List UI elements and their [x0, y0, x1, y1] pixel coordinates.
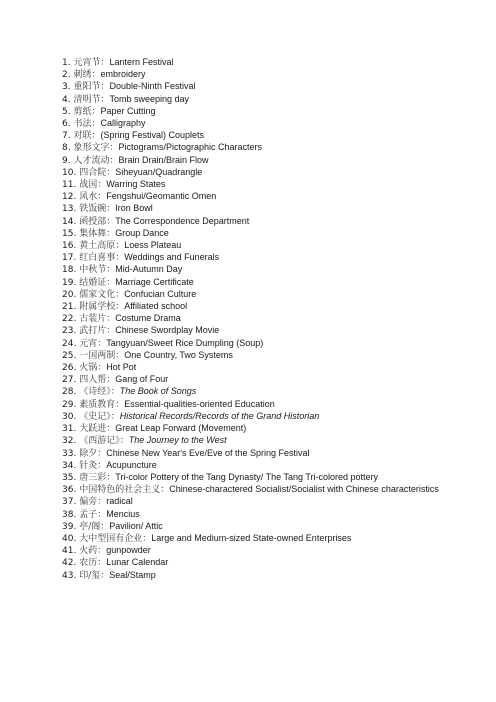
entry-number: 41.: [62, 546, 77, 557]
entry-number: 24.: [62, 338, 77, 349]
entry-english-term: The Book of Songs: [119, 386, 197, 397]
entry-chinese-term: 铁饭碗：: [79, 204, 116, 215]
list-item: [62, 252, 490, 264]
entry-chinese-term: 武打片：: [79, 326, 116, 337]
entry-english-term: Warring States: [106, 179, 166, 190]
list-item: [62, 118, 490, 130]
entry-chinese-term: 函授部：: [79, 216, 116, 227]
entry-english-term: Loess Plateau: [124, 240, 182, 251]
entry-english-term: Essential-qualities-oriented Education: [124, 398, 275, 409]
entry-chinese-term: 重阳节：: [73, 82, 110, 93]
entry-english-term: Brain Drain/Brain Flow: [118, 154, 209, 165]
entry-number: 40.: [62, 533, 77, 544]
entry-number: 17.: [62, 253, 77, 264]
entry-chinese-term: 元宵：: [79, 338, 107, 349]
entry-chinese-term: 亭/阁：: [79, 521, 110, 532]
entry-number: 4.: [62, 94, 71, 105]
entry-english-term: The Journey to the West: [128, 435, 227, 446]
entry-chinese-term: 古装片：: [79, 314, 116, 325]
entry-english-term: (Spring Festival) Couplets: [100, 130, 205, 141]
entry-number: 30.: [62, 411, 77, 422]
entry-english-term: Chinese New Year's Eve/Eve of the Spring Festival: [106, 447, 310, 458]
entry-number: 19.: [62, 277, 77, 288]
list-item: [62, 386, 490, 398]
entry-english-term: Historical Records/Records of the Grand Historian: [119, 410, 320, 421]
entry-number: 27.: [62, 375, 77, 386]
entry-number: 37.: [62, 497, 77, 508]
entry-chinese-term: 素质教育：: [79, 399, 125, 410]
entry-chinese-term: 孟子：: [79, 509, 107, 520]
list-item: [62, 81, 490, 93]
list-item: [62, 557, 490, 569]
entry-english-term: Gang of Four: [115, 374, 169, 385]
entry-number: 32.: [62, 436, 77, 447]
entry-chinese-term: 《诗经》：: [79, 387, 120, 398]
entry-number: 36.: [62, 485, 77, 496]
list-item: [62, 496, 490, 508]
entry-number: 11.: [62, 180, 77, 191]
list-item: [62, 57, 490, 69]
list-item: [62, 509, 490, 521]
list-item: [62, 362, 490, 374]
entry-chinese-term: 印/玺：: [79, 570, 110, 581]
entry-number: 14.: [62, 216, 77, 227]
entry-english-term: Acupuncture: [106, 459, 157, 470]
list-item: [62, 106, 490, 118]
entry-chinese-term: 中国特色的社会主义：: [79, 485, 170, 496]
entry-number: 13.: [62, 204, 77, 215]
entry-chinese-term: 集体舞：: [79, 228, 116, 239]
entry-number: 1.: [62, 58, 71, 68]
entry-chinese-term: 元宵节：: [73, 58, 110, 68]
entry-number: 26.: [62, 363, 77, 374]
entry-chinese-term: 农历：: [79, 558, 107, 569]
entry-english-term: Affiliated school: [124, 301, 188, 312]
entry-number: 16.: [62, 241, 77, 252]
list-item: [62, 142, 490, 154]
entry-english-term: Great Leap Forward (Movement): [115, 423, 247, 434]
entry-english-term: Paper Cutting: [100, 105, 156, 116]
entry-english-term: Tri-color Pottery of the Tang Dynasty/ The Tang Tri-colored pottery: [115, 471, 379, 482]
list-item: [62, 94, 490, 106]
list-item: [62, 179, 490, 191]
entry-chinese-term: 人才流动：: [73, 155, 119, 166]
entry-number: 12.: [62, 192, 77, 203]
entry-number: 28.: [62, 387, 77, 398]
entry-chinese-term: 偏旁：: [79, 497, 107, 508]
entry-number: 18.: [62, 265, 77, 276]
entry-number: 39.: [62, 521, 77, 532]
entry-number: 22.: [62, 314, 77, 325]
list-item: [62, 130, 490, 142]
entry-number: 29.: [62, 399, 77, 410]
entry-chinese-term: 火锅：: [79, 363, 107, 374]
entry-chinese-term: 唐三彩：: [79, 472, 116, 483]
entry-english-term: Siheyuan/Quadrangle: [115, 166, 203, 177]
entry-english-term: embroidery: [100, 69, 146, 80]
entry-english-term: radical: [106, 496, 133, 507]
entry-number: 5.: [62, 106, 71, 117]
list-item: [62, 423, 490, 435]
list-item: [62, 69, 490, 81]
entry-chinese-term: 剪纸：: [73, 106, 101, 117]
entry-english-term: Hot Pot: [106, 362, 137, 373]
entry-chinese-term: 黄土高原：: [79, 241, 125, 252]
entry-number: 6.: [62, 119, 71, 130]
entry-english-term: Fengshui/Geomantic Omen: [106, 191, 217, 202]
entry-number: 34.: [62, 460, 77, 471]
entry-chinese-term: 儒家文化：: [79, 289, 125, 300]
list-item: [62, 228, 490, 240]
entry-number: 9.: [62, 155, 71, 166]
entry-chinese-term: 《史记》：: [79, 411, 120, 422]
entry-number: 35.: [62, 472, 77, 483]
list-item: [62, 203, 490, 215]
entry-chinese-term: 《西游记》：: [79, 436, 129, 447]
entry-number: 10.: [62, 167, 77, 178]
entry-number: 31.: [62, 424, 77, 435]
entry-chinese-term: 一国两制：: [79, 350, 125, 361]
entry-english-term: gunpowder: [106, 545, 151, 556]
entry-number: 7.: [62, 131, 71, 142]
list-item: [62, 338, 490, 350]
list-item: [62, 301, 490, 313]
list-item: [62, 545, 490, 557]
entry-english-term: Tomb sweeping day: [109, 93, 190, 104]
list-item: [62, 240, 490, 252]
list-item: [62, 325, 490, 337]
entry-number: 23.: [62, 326, 77, 337]
list-item: [62, 191, 490, 203]
entry-english-term: Large and Medium-sized State-owned Enterprises: [151, 532, 352, 543]
entry-chinese-term: 象形文字：: [73, 143, 119, 154]
entry-chinese-term: 四人帮：: [79, 375, 116, 386]
entry-english-term: Lunar Calendar: [106, 557, 169, 568]
list-item: [62, 399, 490, 411]
entry-english-term: Marriage Certificate: [115, 276, 194, 287]
entry-english-term: The Correspondence Department: [115, 215, 250, 226]
list-item: [62, 155, 490, 167]
entry-chinese-term: 针灸：: [79, 460, 107, 471]
list-item: [62, 167, 490, 179]
entry-chinese-term: 清明节：: [73, 94, 110, 105]
entry-english-term: Mid-Autumn Day: [115, 264, 183, 275]
entry-number: 33.: [62, 448, 77, 459]
entry-english-term: Lantern Festival: [109, 57, 174, 67]
entry-number: 3.: [62, 82, 71, 93]
entry-number: 20.: [62, 289, 77, 300]
entry-chinese-term: 大跃进：: [79, 424, 116, 435]
entry-chinese-term: 大中型国有企业：: [79, 533, 152, 544]
entry-english-term: Chinese-charactered Socialist/Socialist with Chinese characteristics: [169, 484, 439, 495]
entry-chinese-term: 除夕：: [79, 448, 107, 459]
entry-number: 21.: [62, 302, 77, 313]
entry-english-term: Tangyuan/Sweet Rice Dumpling (Soup): [106, 337, 264, 348]
glossary-list: [62, 57, 490, 582]
list-item: [62, 374, 490, 386]
entry-number: 2.: [62, 70, 71, 81]
entry-chinese-term: 风水：: [79, 192, 107, 203]
entry-english-term: Pictograms/Pictographic Characters: [118, 142, 263, 153]
entry-english-term: Confucian Culture: [124, 288, 197, 299]
entry-english-term: Calligraphy: [100, 118, 146, 129]
list-item: [62, 460, 490, 472]
entry-english-term: Double-Ninth Festival: [109, 81, 196, 92]
entry-number: 43.: [62, 570, 77, 581]
list-item: [62, 350, 490, 362]
list-item: [62, 216, 490, 228]
entry-chinese-term: 四合院：: [79, 167, 116, 178]
document-page: [62, 57, 490, 582]
entry-english-term: Pavilion/ Attic: [109, 520, 163, 531]
entry-english-term: Chinese Swordplay Movie: [115, 325, 220, 336]
entry-number: 25.: [62, 350, 77, 361]
entry-number: 42.: [62, 558, 77, 569]
list-item: [62, 484, 490, 496]
entry-english-term: Seal/Stamp: [109, 569, 156, 580]
entry-chinese-term: 对联：: [73, 131, 101, 142]
entry-chinese-term: 结婚证：: [79, 277, 116, 288]
entry-number: 38.: [62, 509, 77, 520]
list-item: [62, 570, 490, 582]
list-item: [62, 472, 490, 484]
entry-number: 15.: [62, 228, 77, 239]
entry-chinese-term: 附属学校：: [79, 302, 125, 313]
list-item: [62, 313, 490, 325]
entry-english-term: One Country, Two Systems: [124, 349, 233, 360]
list-item: [62, 435, 490, 447]
list-item: [62, 448, 490, 460]
entry-chinese-term: 刺绣：: [73, 70, 101, 81]
list-item: [62, 533, 490, 545]
entry-chinese-term: 红白喜事：: [79, 253, 125, 264]
entry-english-term: Group Dance: [115, 227, 169, 238]
entry-english-term: Weddings and Funerals: [124, 252, 220, 263]
list-item: [62, 411, 490, 423]
list-item: [62, 277, 490, 289]
list-item: [62, 289, 490, 301]
list-item: [62, 521, 490, 533]
entry-chinese-term: 中秋节：: [79, 265, 116, 276]
entry-english-term: Mencius: [106, 508, 140, 519]
entry-chinese-term: 书法：: [73, 119, 101, 130]
entry-english-term: Costume Drama: [115, 313, 181, 324]
list-item: [62, 264, 490, 276]
entry-chinese-term: 火药：: [79, 546, 107, 557]
entry-english-term: Iron Bowl: [115, 203, 153, 214]
entry-number: 8.: [62, 143, 71, 154]
entry-chinese-term: 战国：: [79, 180, 107, 191]
